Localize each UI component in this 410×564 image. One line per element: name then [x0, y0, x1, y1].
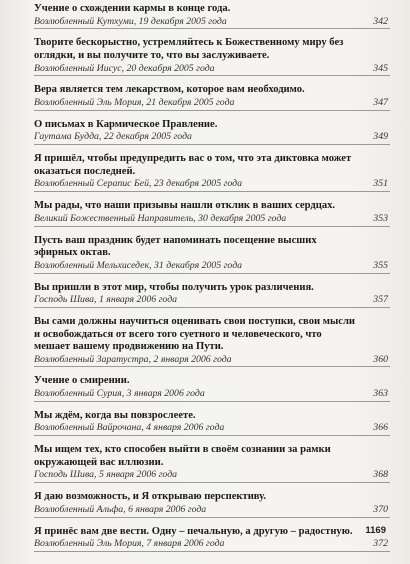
toc-entry [34, 37, 390, 76]
entry-title: Учение о смирении. [34, 375, 130, 387]
toc-entry [34, 153, 390, 192]
entry-page-number: 347 [373, 96, 388, 108]
entry-page-number: 368 [373, 469, 388, 481]
entry-author-date: Господь Шива, 1 января 2006 года [34, 294, 178, 306]
toc-entry [34, 84, 390, 110]
entry-author-date: Возлюбленный Вайрочана, 4 января 2006 года [34, 422, 225, 434]
toc-entry [34, 282, 390, 308]
page-folio-number: 1169 [365, 525, 386, 536]
entry-title: Вы сами должны научиться оценивать свои поступки, свои мысли и освобождаться от всего того суетного и человеческого, что мешает вашему продвижению на Пути. [34, 315, 355, 353]
entry-author-date: Возлюбленный Кутхуми, 19 декабря 2005 года [34, 15, 227, 27]
entry-title: Мы ищем тех, кто способен выйти в своём сознании за рамки окружающей вас иллюзии. [34, 444, 331, 468]
entry-author-date: Возлюбленный Сурия, 3 января 2006 года [34, 388, 205, 400]
entry-title: Мы рады, что наши призывы нашли отклик в ваших сердцах. [34, 200, 336, 212]
entry-page-number: 370 [373, 503, 388, 515]
entry-page-number: 360 [373, 353, 388, 365]
entry-page-number: 363 [373, 388, 388, 400]
toc-entry [34, 410, 390, 436]
entry-title: О письмах в Кармическое Правление. [34, 118, 218, 130]
toc-entry [34, 375, 390, 401]
entry-page-number: 349 [373, 131, 388, 143]
toc-entry [34, 119, 390, 145]
entry-page-number: 342 [373, 15, 388, 27]
entry-page-number: 357 [373, 294, 388, 306]
toc-entry [34, 235, 390, 274]
entry-title: Вера является тем лекарством, которое вам необходимо. [34, 84, 305, 96]
entry-page-number: 345 [373, 62, 388, 74]
entry-author-date: Возлюбленный Мельхиседек, 31 декабря 2005 года [34, 259, 243, 271]
entry-title: Учение о схождении кармы в конце года. [34, 3, 231, 14]
toc-entry [34, 200, 390, 226]
entry-author-date: Возлюбленный Иисус, 20 декабря 2005 года [34, 62, 215, 74]
entry-author-date: Гаутама Будда, 22 декабря 2005 года [34, 131, 192, 143]
toc-entry [34, 444, 390, 483]
entry-author-date: Великий Божественный Направитель, 30 декабря 2005 года [34, 212, 287, 224]
toc-entry [34, 491, 390, 517]
entry-page-number: 355 [373, 259, 388, 271]
entry-page-number: 351 [373, 178, 388, 190]
entry-title: Вы пришли в этот мир, чтобы получить урок различения. [34, 281, 314, 293]
entry-author-date: Возлюбленный Серапис Бей, 23 декабря 2005 года [34, 178, 242, 190]
toc-entry [34, 526, 390, 552]
entry-title: Творите бескорыстно, устремляйтесь к Божественному миру без оглядки, и вы получите то, что вы заслуживаете. [34, 37, 344, 61]
entry-author-date: Возлюбленный Альфа, 6 января 2006 года [34, 503, 207, 515]
table-of-contents [34, 3, 390, 560]
entry-page-number: 366 [373, 422, 388, 434]
toc-entry [34, 3, 390, 29]
entry-page-number: 353 [373, 212, 388, 224]
entry-author-date: Возлюбленный Эль Мория, 21 декабря 2005 года [34, 96, 235, 108]
entry-title: Я принёс вам две вести. Одну – печальную, а другую – радостную. [34, 525, 353, 537]
entry-title: Мы ждём, когда вы повзрослеете. [34, 409, 196, 421]
entry-author-date: Господь Шива, 5 января 2006 года [34, 469, 178, 481]
entry-author-date: Возлюбленный Заратустра, 2 января 2006 года [34, 353, 232, 365]
entry-title: Я пришёл, чтобы предупредить вас о том, что эта диктовка может оказаться последней. [34, 153, 352, 177]
toc-entry [34, 316, 390, 368]
entry-title: Я даю возможность, и Я открываю перспективу. [34, 491, 267, 503]
entry-page-number: 372 [373, 538, 388, 550]
entry-title: Пусть ваш праздник будет напоминать посещение высших эфирных октав. [34, 234, 317, 259]
entry-author-date: Возлюбленный Эль Мория, 7 января 2006 года [34, 538, 225, 550]
